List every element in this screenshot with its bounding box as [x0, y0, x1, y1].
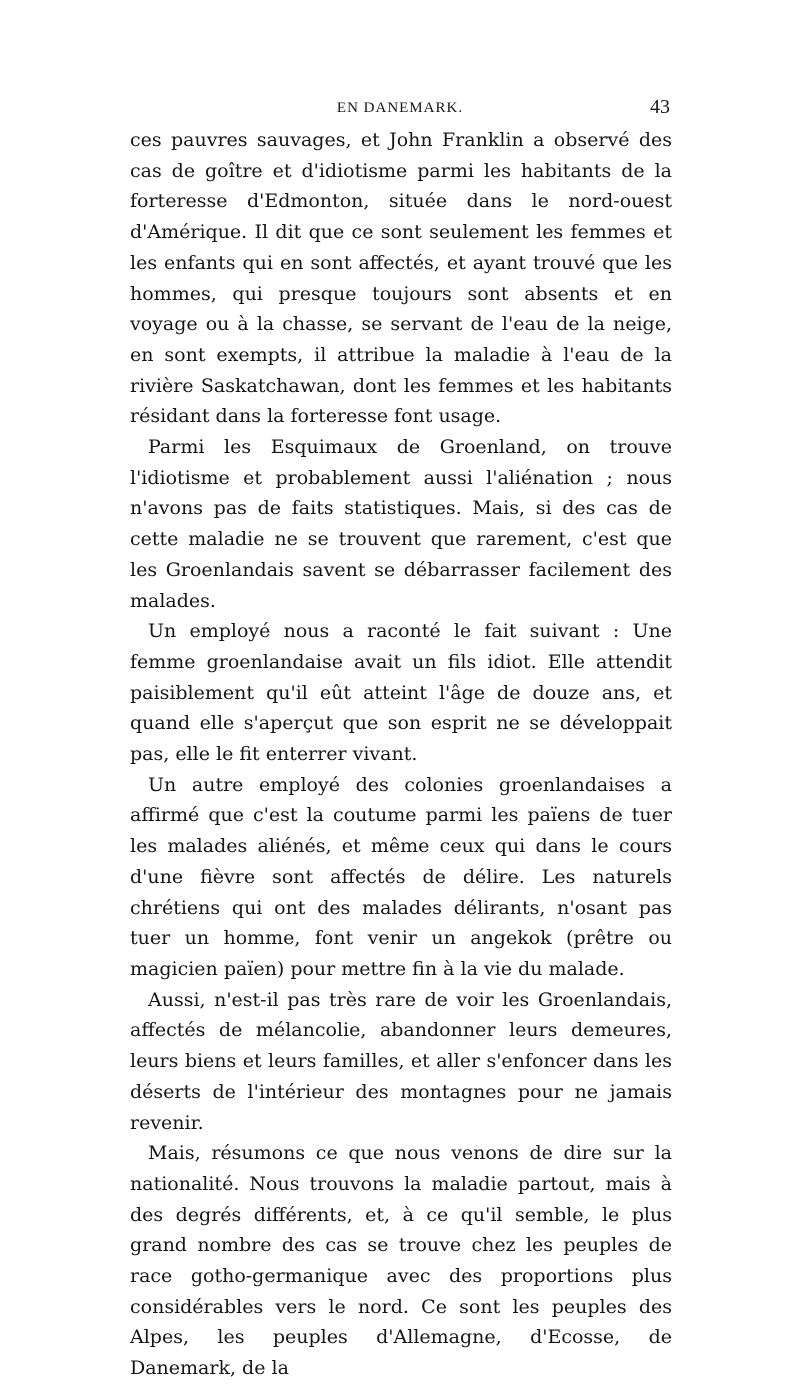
paragraph-autre-employe: Un autre employé des colonies groenlandaises a affirmé que c'est la coutume parmi les païens de tuer les malades aliénés, et même ceux qui dans le cours d'une fièvre sont affectés de délire. Les naturels chrétiens qui ont des malades délirants, n'osant pas tuer un homme, font venir un angekok (prêtre ou magicien païen) pour mettre fin à la vie du malade. [130, 773, 672, 980]
paragraph-melancolie: Aussi, n'est-il pas très rare de voir les Groenlandais, affectés de mélancolie, abandonner leurs demeures, leurs biens et leurs familles, et aller s'enfoncer dans les déserts de l'intérieur des montagnes pour ne jamais revenir. [130, 988, 672, 1134]
running-title: EN DANEMARK. [336, 100, 464, 116]
paragraph-employe: Un employé nous a raconté le fait suivant : Une femme groenlandaise avait un fils idiot. Elle attendit paisiblement qu'il eût atteint l'âge de douze ans, et quand elle s'aperçut que son esprit ne se développait pas, elle le fit enterrer vivant. [130, 620, 672, 766]
paragraph-resumons: Mais, résumons ce que nous venons de dire sur la nationalité. Nous trouvons la maladie partout, mais à des degrés différents, et, à ce qu'il semble, le plus grand nombre des cas se trouve chez les peuples de race gotho-germanique avec des proportions plus considérables vers le nord. Ce sont les peuples des Alpes, les peuples d'Allemagne, d'Ecosse, de Danemark, de la [130, 1142, 672, 1380]
paragraph-continued: ces pauvres sauvages, et John Franklin a observé des cas de goître et d'idiotisme parmi les habitants de la forteresse d'Edmonton, située dans le nord-ouest d'Amérique. Il dit que ce sont seulement les femmes et les enfants qui en sont affectés, et ayant trouvé que les hommes, qui presque toujours sont absents et en voyage ou à la chasse, se servant de l'eau de la neige, en sont exempts, il attribue la maladie à l'eau de la rivière Saskatchawan, dont les femmes et les habitants résidant dans la forteresse font usage. [130, 129, 672, 428]
paragraph-esquimaux: Parmi les Esquimaux de Groenland, on trouve l'idiotisme et probablement aussi l'aliénation ; nous n'avons pas de faits statistiques. Mais, si des cas de cette maladie ne se trouvent que rarement, c'est que les Groenlandais savent se débarrasser facilement des malades. [130, 436, 672, 612]
page-header [130, 96, 670, 122]
body-text [130, 125, 672, 1384]
page-number: 43 [650, 96, 670, 118]
